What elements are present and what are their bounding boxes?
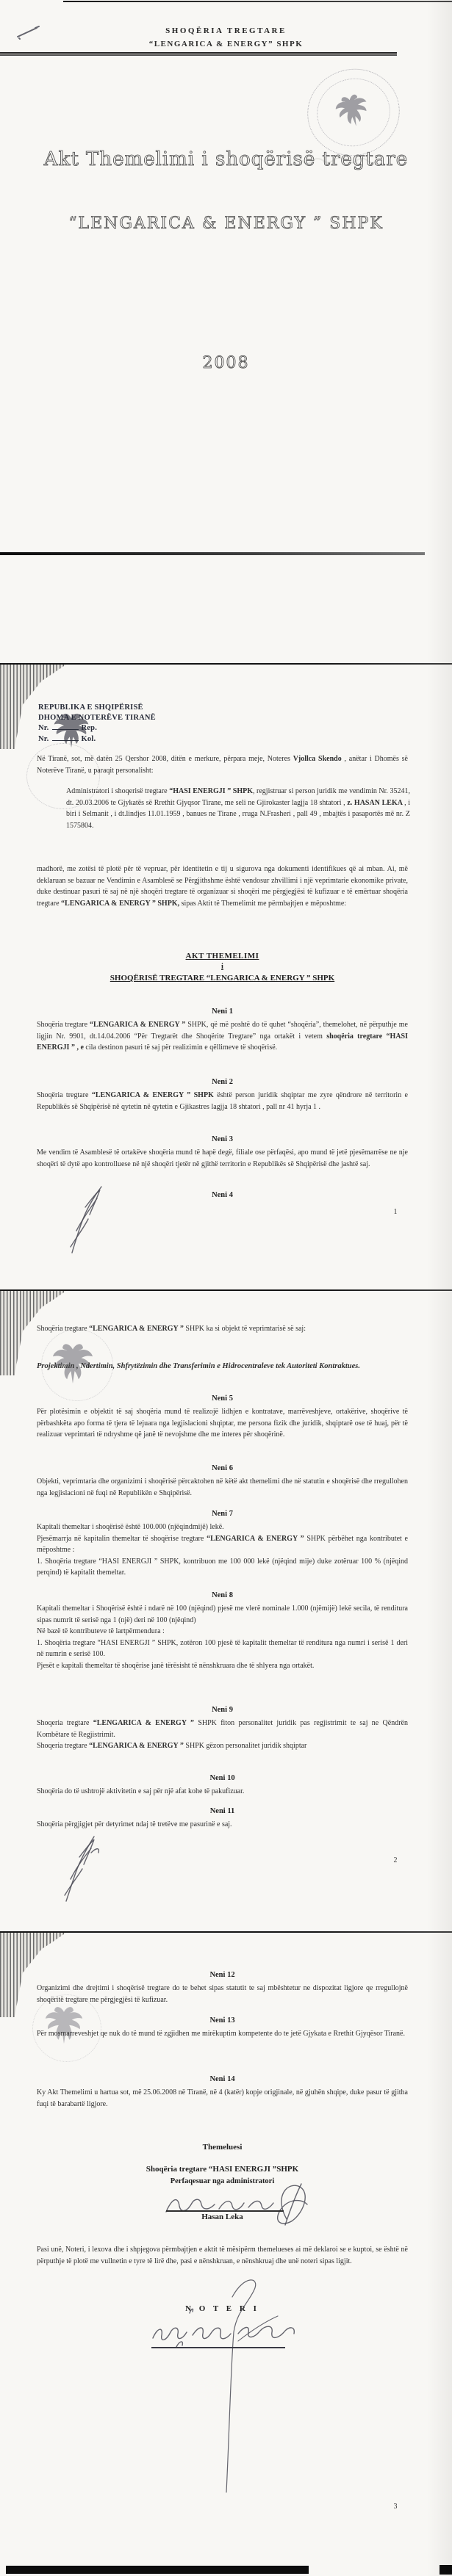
neni8-line1: Kapitali themeltar i Shoqërisë është i ndarë në 100 (njëqind) pjesë me vlerë nominale 1.000 (njëmijë) lekë secila, të renditura sipas numrit të serisë nga 1 (një) deri në 100 (njëqind): [37, 1604, 408, 1624]
cover-title: Akt Themelimi i shoqërisë tregtare: [43, 148, 409, 170]
neni1-heading: Neni 1: [212, 1007, 233, 1016]
neni9-heading: Neni 9: [212, 1706, 233, 1714]
act-heading-line3: SHOQËRISË TREGTARE “LENGARICA & ENERGY ” SHPK: [110, 974, 335, 983]
kol-number-blank: [52, 734, 79, 741]
cover-year: 2008: [202, 354, 250, 372]
neni3-text: Me vendim të Asamblesë të ortakëve shoqëria mund të hapë degë, filiale ose përfaqësi, apo mund të jetë pjesëmarrëse ne nje shoqëri të dytë apo kontrolluese në një shoqëri tjetër në gjithë territorin e Republikës së Shqipërisë dhe jashtë saj.: [37, 1148, 408, 1168]
letterhead-line2: DHOMA E NOTERËVE TIRANË: [38, 713, 156, 722]
signature-scribble: [59, 1834, 110, 1904]
notary-signature-line: [151, 2347, 285, 2348]
neni11-text: Shoqëria përgjigjet për detyrimet ndaj të tretëve me pasurinë e saj.: [37, 1820, 232, 1828]
neni9-para1: Shoqeria tregtare “LENGARICA & ENERGY ” SHPK fiton personalitet juridik pas regjistrimit te saj ne Qëndrën Kombëtare të Regjistrimit.: [37, 1719, 408, 1739]
cover-org-line2: “LENGARICA & ENERGY” SHPK: [148, 40, 304, 48]
sheet4-top-edge: [0, 1931, 452, 1933]
neni4-heading: Neni 4: [212, 1191, 233, 1199]
neni8-line4: Pjesët e kapitali themeltar të shoqërise janë tërësisht të nënshkruara dhe të shlyera nga ortakët.: [37, 1661, 315, 1670]
scan-edge-shade: [427, 0, 452, 2576]
neni10-text: Shoqëria do të ushtrojë aktivitetin e saj për një afat kohe të pakufizuar.: [37, 1787, 245, 1795]
neni13-text: Për mosmarreveshjet qe nuk do të mund të zgjidhen me mirëkuptim kompetente do te jetë Gjykata e Rrethit Gjyqësor Tiranë.: [37, 2030, 405, 2038]
object-intro-paragraph: Shoqëria tregtare “LENGARICA & ENERGY ” SHPK ka si objekt të veprimtarisë së saj:: [37, 1325, 306, 1333]
founder-company: Shoqëria tregtare “HASI ENERGJI ”SHPK: [146, 2165, 299, 2174]
neni7-line2: Pjesëmarrja në kapitalin themeltar të shoqërise tregtare “LENGARICA & ENERGY ” SHPK përbëhet nga kontributet e mëposhtme :: [37, 1534, 408, 1554]
neni3-heading: Neni 3: [212, 1135, 233, 1143]
neni11-heading: Neni 11: [209, 1807, 235, 1815]
neni7-line3: 1. Shoqëria tregtare “HASI ENERGJI ” SHPK, kontribuon me 100 000 lekë (njëqind mije) duke zotëruar 100 % (njëqind perqind) të kapitalit themeltar.: [37, 1557, 408, 1577]
rep-number-blank: [52, 723, 79, 730]
neni8-heading: Neni 8: [212, 1591, 233, 1599]
neni8-line3: 1. Shoqëria tregtare “HASI ENERGJI ” SHPK, zotëron 100 pjesë të kapitalit themeltar të renditura nga numri i serisë 1 deri në numrin e serisë 100.: [37, 1638, 408, 1658]
cover-top-edge: [63, 1, 452, 2]
notary-heading: N O T E R I: [185, 2304, 259, 2313]
founder-represented: Perfaqesuar nga administratori: [170, 2177, 275, 2185]
letterhead-kol-row: Nr. Kol.: [38, 734, 96, 743]
neni5-text: Për plotësimin e objektit të saj shoqëria mund të realizojë lidhjen e kontratave, marrëveshjeve, ortakërive, shoqërive të përbashkëta apo forma të tjera të lejuara nga legjislacioni shqiptar, me persona fizik dhe juridik, shqiptarë ose të huaj, për të realizuar veprimtari të ndryshme që janë të nevojshme dhe me interes për shoqërinë.: [37, 1408, 408, 1439]
neni6-text: Objekti, veprimtaria dhe organizimi i shoqërisë përcaktohen në këtë akt themelimi dhe në statutin e shoqërisë dhe rregullohen nga legjislacioni në fuqi në Republikën e Shqipërisë.: [37, 1477, 408, 1497]
neni13-heading: Neni 13: [209, 2016, 235, 2025]
neni14-heading: Neni 14: [209, 2075, 235, 2083]
neni12-text: Organizimi dhe drejtimi i shoqërisë tregtare do te behet sipas statutit te saj mbështetur ne dispozitat ligjore qe rregullojnë shoqëritë tregtare me përgjegjësi të kufizuar.: [37, 1984, 408, 2004]
neni1-text: Shoqëria tregtare “LENGARICA & ENERGY ” SHPK, që më poshtë do të quhet “shoqëria”, themelohet, në përputhje me ligjin Nr. 9901, dt.14.04.2006 “Për Tregtarët dhe Shoqërite Tregtare” nga ortakët i vetem shoqëria tregtare “HASI ENERGJI ” , e cila destinon pasuri të saj për realizimin e qëllimeve të shoqërisë.: [37, 1021, 408, 1052]
page-number: 1: [393, 1208, 398, 1216]
neni8-text: [37, 1603, 408, 1671]
letterhead-line1: REPUBLIKA E SHQIPËRISË: [38, 703, 143, 712]
neni9-para2: Shoqeria tregtare “LENGARICA & ENERGY ” SHPK gëzon personalitet juridik shqiptar: [37, 1742, 307, 1750]
neni5-heading: Neni 5: [212, 1394, 233, 1403]
closing-paragraph: Pasi unë, Noteri, i lexova dhe i shpjegova përmbajtjen e aktit të mësipërm themelueses ai më deklaroi se e kuptoi, se është në përputhje të plotë me vullnetin e tyre të lirë dhe, pasi e nënshkruan, e nënshkruaj dhe unë noteri sipas ligjit.: [37, 2246, 408, 2265]
neni7-text: [37, 1522, 408, 1579]
intro-paragraph: Në Tiranë, sot, më datën 25 Qershor 2008, ditën e merkure, përpara meje, Noteres Vjollca Skendo , anëtar i Dhomës së Noterëve Tiranë, u paraqit personalisht:: [37, 755, 408, 775]
page-number: 3: [393, 2503, 398, 2511]
neni14-text: Ky Akt Themelimi u hartua sot, më 25.06.2008 në Tiranë, në 4 (katër) kopje origjinale, në gjuhën shqipe, duke pasur të gjitha fuqi të barabartë ligjore.: [37, 2088, 408, 2108]
letterhead: [38, 703, 156, 744]
neni7-heading: Neni 7: [212, 1510, 233, 1518]
sheet3-top-edge: [0, 1289, 452, 1291]
neni9-text: [37, 1718, 408, 1752]
sheet1-bottom-edge: [0, 552, 425, 555]
object-text: Projektimin , Ndertimin, Shfrytëzimin dhe Transferimin e Hidrocentraleve tek Autoriteti Kontraktues.: [37, 1362, 360, 1370]
neni8-line2: Në bazë të kontributeve të lartpërmendura :: [37, 1627, 165, 1635]
sheet2-top-edge: [0, 663, 452, 665]
neni7-line1: Kapitali themeltar i shoqërisë është 100.000 (njëqindmijë) lekë.: [37, 1523, 224, 1531]
signature-scribble: [63, 1182, 116, 1257]
cover-rule: [0, 52, 397, 56]
cover-company-name: “LENGARICA & ENERGY ” SHPK: [68, 214, 384, 233]
page-number: 2: [393, 1856, 398, 1864]
administrator-paragraph: Administratori i shoqerisë tregtare “HASI ENERGJI ” SHPK, regjistruar si person juridik me vendimin Nr. 35241, dt. 20.03.2006 te Gjykatës së Rrethit Gjyqsor Tirane, me seli ne Gjirokaster lagjja 18 shtatori , z. HASAN LEKA , i biri i Selmanit , i dt.lindjes 11.01.1959 , banues ne Tirane , rruga N.Frasheri , pall 49 , mbajtës i pasaportës më nr. Z 1575804.: [66, 787, 411, 830]
cover-org-line1: SHOQËRIA TREGTARE: [165, 26, 287, 35]
neni2-heading: Neni 2: [212, 1078, 233, 1086]
neni6-heading: Neni 6: [212, 1464, 233, 1472]
declaration-paragraph: madhorë, me zotësi të plotë për të vepruar, për identitetin e tij u sigurova nga dokumenti identifikues që ai mban. Ai, më deklaruan se bazuar ne Vendimin e Asamblesë se Përgjithshme është vendosur zhvillimi i një veprimtarie ekonomike private, duke destinuar pasuri të saj në një shoqëri tregtare të organizuar si shoqëri me përgjegjësi të kufizuar e të emërtuar shoqëria tregtare “LENGARICA & ENERGY ” SHPK, sipas Aktit të Themelimit me përmbajtjen e mëposhtme:: [37, 865, 408, 908]
letterhead-rep-row: Nr. Rep.: [38, 724, 98, 732]
neni10-heading: Neni 10: [209, 1774, 235, 1782]
founder-signature-line: [166, 2210, 284, 2212]
neni12-heading: Neni 12: [209, 1971, 235, 1979]
neni2-text: Shoqëria tregtare “LENGARICA & ENERGY ” SHPK është person juridik shqiptar me zyre qëndrore në territorin e Republikës së Shqipërisë në qytetin në qytetin e Gjikastres lagjja 18 shtatori , pall nr 41 hyrja 1 .: [37, 1091, 408, 1111]
scan-bottom-corner-mark: [440, 2565, 452, 2575]
notary-signature: [144, 2271, 315, 2502]
scan-bottom-bar: [6, 2566, 309, 2574]
act-heading-line1: AKT THEMELIMI: [185, 952, 259, 960]
founder-name: Hasan Leka: [201, 2213, 243, 2221]
founder-heading: Themeluesi: [202, 2143, 243, 2152]
act-heading-line2: i: [221, 963, 223, 971]
